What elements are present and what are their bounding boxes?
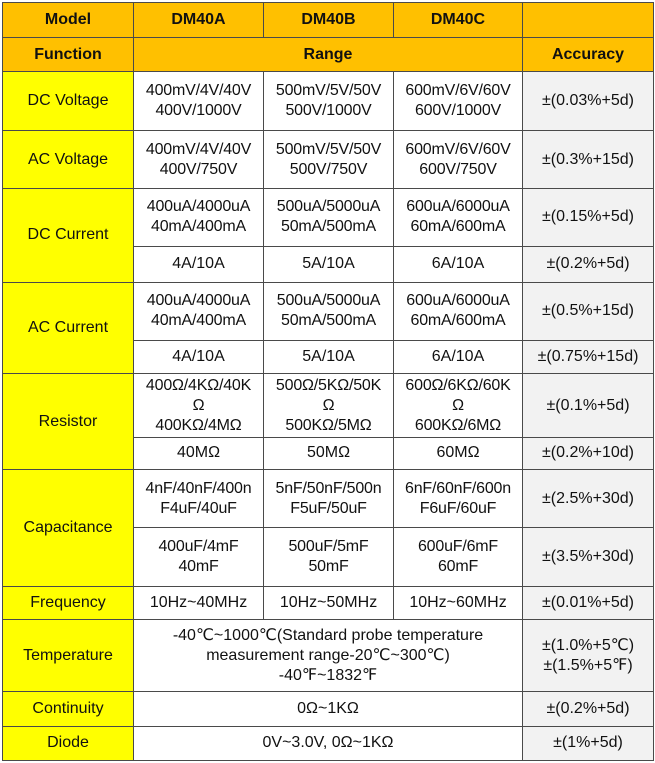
range-cell: 4A/10A bbox=[134, 341, 264, 374]
function-label: Frequency bbox=[3, 586, 134, 619]
function-header: Function bbox=[3, 38, 134, 72]
table-row bbox=[3, 282, 654, 340]
accuracy-cell: ±(0.2%+5d) bbox=[523, 246, 654, 282]
range-cell: 500uA/5000uA 50mA/500mA bbox=[264, 282, 394, 340]
function-label: DC Current bbox=[3, 189, 134, 283]
range-cell: 500mV/5V/50V 500V/750V bbox=[264, 130, 394, 188]
accuracy-cell: ±(0.15%+5d) bbox=[523, 189, 654, 246]
table-row bbox=[3, 619, 654, 691]
function-label: Resistor bbox=[3, 374, 134, 470]
range-cell: 10Hz~40MHz bbox=[134, 586, 264, 619]
model-header: Model bbox=[3, 3, 134, 38]
range-cell: 5A/10A bbox=[264, 246, 394, 282]
dm40b-header: DM40B bbox=[264, 3, 394, 38]
accuracy-cell: ±(0.01%+5d) bbox=[523, 586, 654, 619]
range-cell: 6A/10A bbox=[394, 341, 523, 374]
table-row bbox=[3, 726, 654, 760]
dm40c-header: DM40C bbox=[394, 3, 523, 38]
accuracy-cell: ±(3.5%+30d) bbox=[523, 528, 654, 586]
accuracy-cell: ±(0.5%+15d) bbox=[523, 282, 654, 340]
range-cell: 500mV/5V/50V 500V/1000V bbox=[264, 72, 394, 130]
specification-table bbox=[2, 2, 654, 761]
function-label: Capacitance bbox=[3, 470, 134, 587]
accuracy-header: Accuracy bbox=[523, 38, 654, 72]
accuracy-cell: ±(0.2%+5d) bbox=[523, 692, 654, 726]
range-cell: 500uF/5mF 50mF bbox=[264, 528, 394, 586]
range-cell: 0Ω~1KΩ bbox=[134, 692, 523, 726]
accuracy-cell: ±(0.3%+15d) bbox=[523, 130, 654, 188]
accuracy-cell: ±(0.03%+5d) bbox=[523, 72, 654, 130]
range-cell: 5A/10A bbox=[264, 341, 394, 374]
table-row bbox=[3, 470, 654, 528]
header-row-model bbox=[3, 3, 654, 38]
function-label: Continuity bbox=[3, 692, 134, 726]
range-cell: 4A/10A bbox=[134, 246, 264, 282]
range-cell: 0V~3.0V, 0Ω~1KΩ bbox=[134, 726, 523, 760]
range-cell: 400uF/4mF 40mF bbox=[134, 528, 264, 586]
range-cell: -40℃~1000℃(Standard probe temperature measurement range-20℃~300℃) -40℉~1832℉ bbox=[134, 619, 523, 691]
function-label: Temperature bbox=[3, 619, 134, 691]
range-cell: 600mV/6V/60V 600V/1000V bbox=[394, 72, 523, 130]
range-cell: 400uA/4000uA 40mA/400mA bbox=[134, 189, 264, 246]
table-row bbox=[3, 692, 654, 726]
function-label: Diode bbox=[3, 726, 134, 760]
range-header: Range bbox=[134, 38, 523, 72]
blank-header bbox=[523, 3, 654, 38]
range-cell: 400Ω/4KΩ/40K Ω 400KΩ/4MΩ bbox=[134, 374, 264, 437]
range-cell: 10Hz~50MHz bbox=[264, 586, 394, 619]
range-cell: 6nF/60nF/600n F6uF/60uF bbox=[394, 470, 523, 528]
accuracy-cell: ±(0.1%+5d) bbox=[523, 374, 654, 437]
table-row bbox=[3, 586, 654, 619]
function-label: AC Voltage bbox=[3, 130, 134, 188]
function-label: AC Current bbox=[3, 282, 134, 374]
range-cell: 10Hz~60MHz bbox=[394, 586, 523, 619]
table-row bbox=[3, 72, 654, 130]
range-cell: 600mV/6V/60V 600V/750V bbox=[394, 130, 523, 188]
range-cell: 400mV/4V/40V 400V/750V bbox=[134, 130, 264, 188]
range-cell: 5nF/50nF/500n F5uF/50uF bbox=[264, 470, 394, 528]
accuracy-cell: ±(2.5%+30d) bbox=[523, 470, 654, 528]
accuracy-cell: ±(1.0%+5℃) ±(1.5%+5℉) bbox=[523, 619, 654, 691]
range-cell: 400mV/4V/40V 400V/1000V bbox=[134, 72, 264, 130]
range-cell: 600Ω/6KΩ/60K Ω 600KΩ/6MΩ bbox=[394, 374, 523, 437]
range-cell: 400uA/4000uA 40mA/400mA bbox=[134, 282, 264, 340]
range-cell: 600uA/6000uA 60mA/600mA bbox=[394, 282, 523, 340]
range-cell: 500uA/5000uA 50mA/500mA bbox=[264, 189, 394, 246]
function-label: DC Voltage bbox=[3, 72, 134, 130]
accuracy-cell: ±(0.75%+15d) bbox=[523, 341, 654, 374]
range-cell: 4nF/40nF/400n F4uF/40uF bbox=[134, 470, 264, 528]
range-cell: 600uF/6mF 60mF bbox=[394, 528, 523, 586]
accuracy-cell: ±(1%+5d) bbox=[523, 726, 654, 760]
range-cell: 60MΩ bbox=[394, 437, 523, 469]
dm40a-header: DM40A bbox=[134, 3, 264, 38]
table-row bbox=[3, 374, 654, 437]
range-cell: 6A/10A bbox=[394, 246, 523, 282]
range-cell: 600uA/6000uA 60mA/600mA bbox=[394, 189, 523, 246]
range-cell: 40MΩ bbox=[134, 437, 264, 469]
header-row-function bbox=[3, 38, 654, 72]
accuracy-cell: ±(0.2%+10d) bbox=[523, 437, 654, 469]
range-cell: 50MΩ bbox=[264, 437, 394, 469]
range-cell: 500Ω/5KΩ/50K Ω 500KΩ/5MΩ bbox=[264, 374, 394, 437]
table-row bbox=[3, 130, 654, 188]
table-row bbox=[3, 189, 654, 246]
